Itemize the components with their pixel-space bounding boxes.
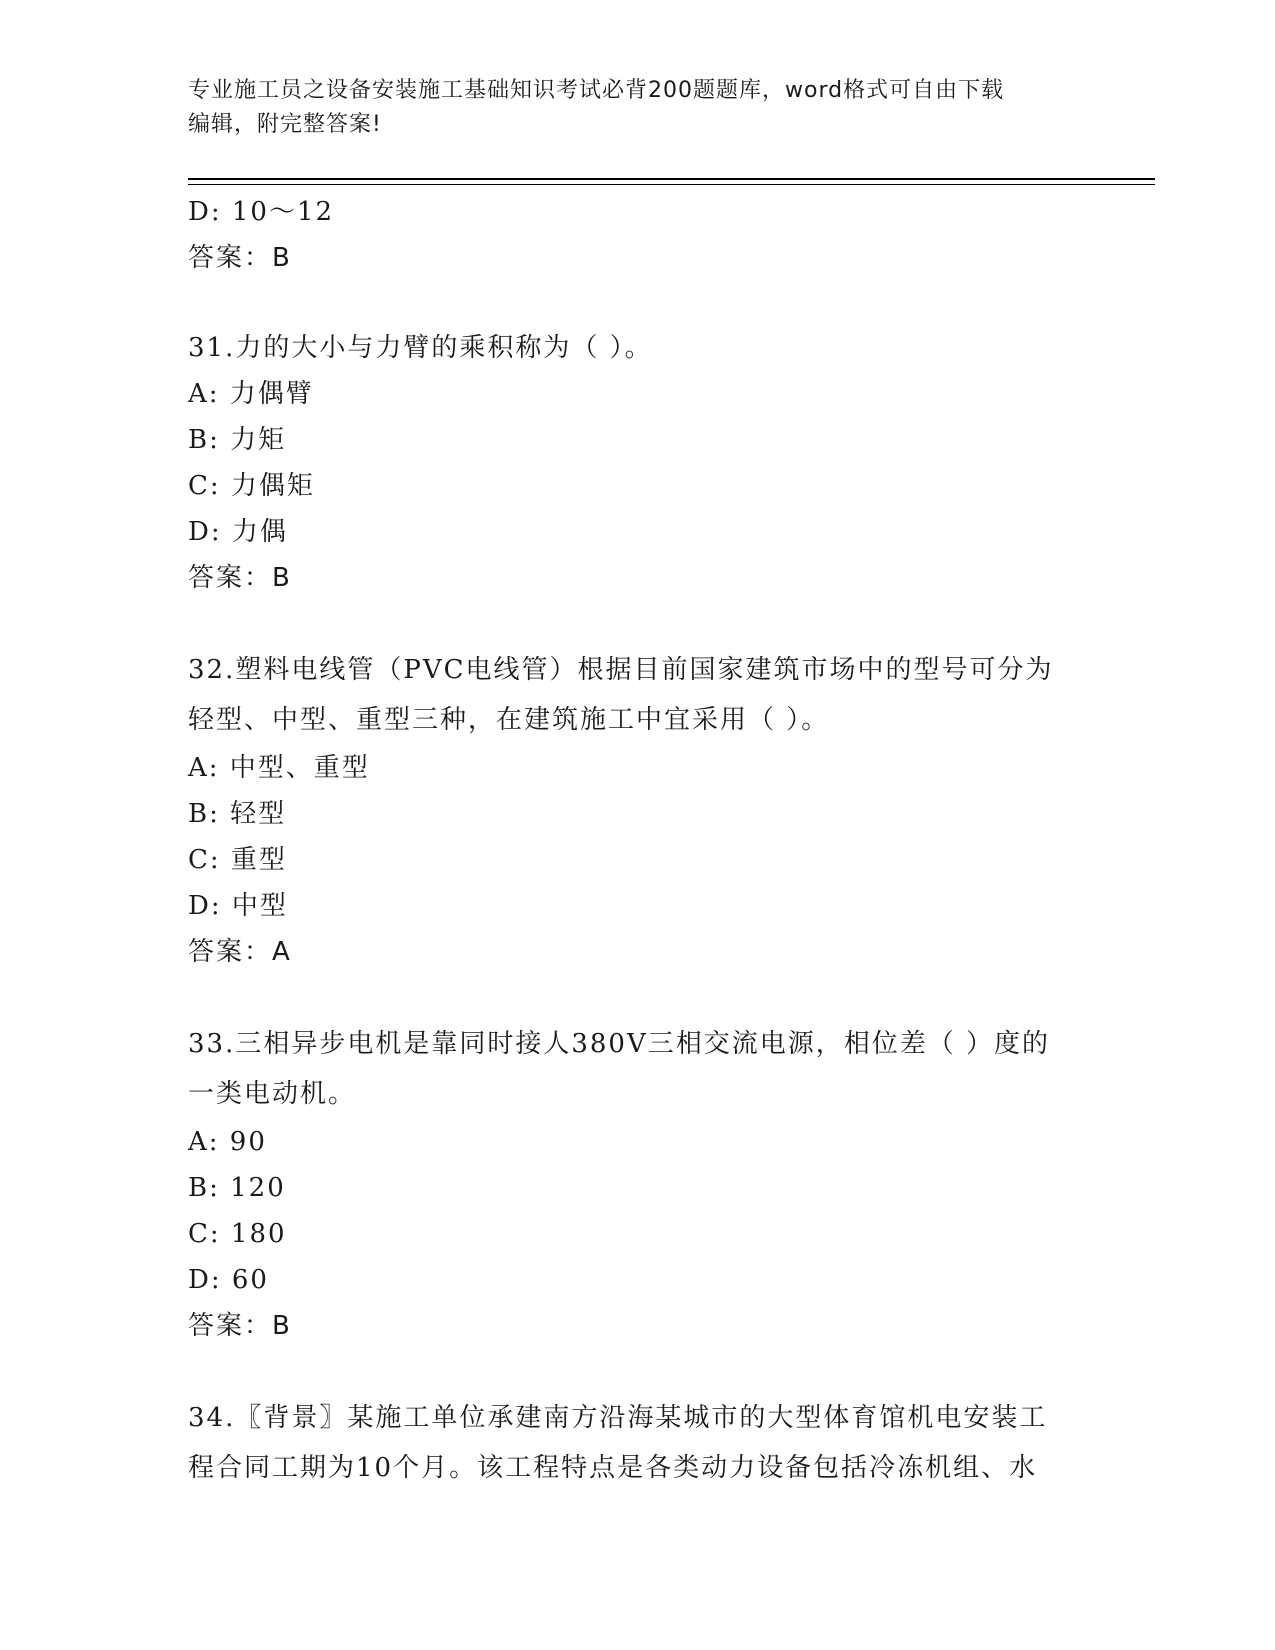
answer-label: 答案：B (188, 1311, 292, 1341)
question-31 (188, 325, 1088, 601)
question-stem: 31.力的大小与力臂的乘积称为（ ）。 (188, 333, 653, 363)
question-stem-line-2: 一类电动机。 (188, 1079, 357, 1109)
option-c: C: 重型 (188, 845, 287, 875)
option-d: D: 60 (188, 1265, 269, 1295)
option-a: A: 90 (188, 1127, 267, 1157)
question-32 (188, 645, 1088, 975)
answer-label: 答案：A (188, 937, 292, 967)
option-d: D: 力偶 (188, 517, 288, 547)
question-list (188, 189, 1088, 1493)
header-divider-thin (188, 184, 1155, 185)
answer-label: 答案：B (188, 563, 292, 593)
document-header (188, 74, 1088, 142)
question-stem-line-2: 程合同工期为10个月。该工程特点是各类动力设备包括冷冻机组、水 (188, 1453, 1038, 1483)
question-stem-line-2: 轻型、中型、重型三种，在建筑施工中宜采用（ ）。 (188, 705, 830, 735)
option-d: D: 中型 (188, 891, 288, 921)
option-c: C: 180 (188, 1219, 287, 1249)
option-a: A: 力偶臂 (188, 379, 314, 409)
option-c: C: 力偶矩 (188, 471, 315, 501)
answer-label: 答案：B (188, 243, 292, 273)
option-a: A: 中型、重型 (188, 753, 370, 783)
option-b: B: 力矩 (188, 425, 287, 455)
header-line-1: 专业施工员之设备安装施工基础知识考试必背200题题库，word格式可自由下载 (188, 78, 1005, 103)
header-line-2: 编辑，附完整答案! (188, 112, 382, 137)
option-b: B: 轻型 (188, 799, 287, 829)
header-divider-thick (188, 178, 1155, 180)
question-stem-line-1: 33.三相异步电机是靠同时接人380V三相交流电源，相位差（ ）度的 (188, 1029, 1051, 1059)
option-d: D: 10～12 (188, 197, 335, 227)
question-stem-line-1: 32.塑料电线管（PVC电线管）根据目前国家建筑市场中的型号可分为 (188, 655, 1054, 685)
question-33 (188, 1019, 1088, 1349)
option-b: B: 120 (188, 1173, 286, 1203)
question-stem-line-1: 34.〖背景〗某施工单位承建南方沿海某城市的大型体育馆机电安装工 (188, 1403, 1048, 1433)
question-34 (188, 1393, 1088, 1493)
question-30-tail (188, 189, 1088, 281)
